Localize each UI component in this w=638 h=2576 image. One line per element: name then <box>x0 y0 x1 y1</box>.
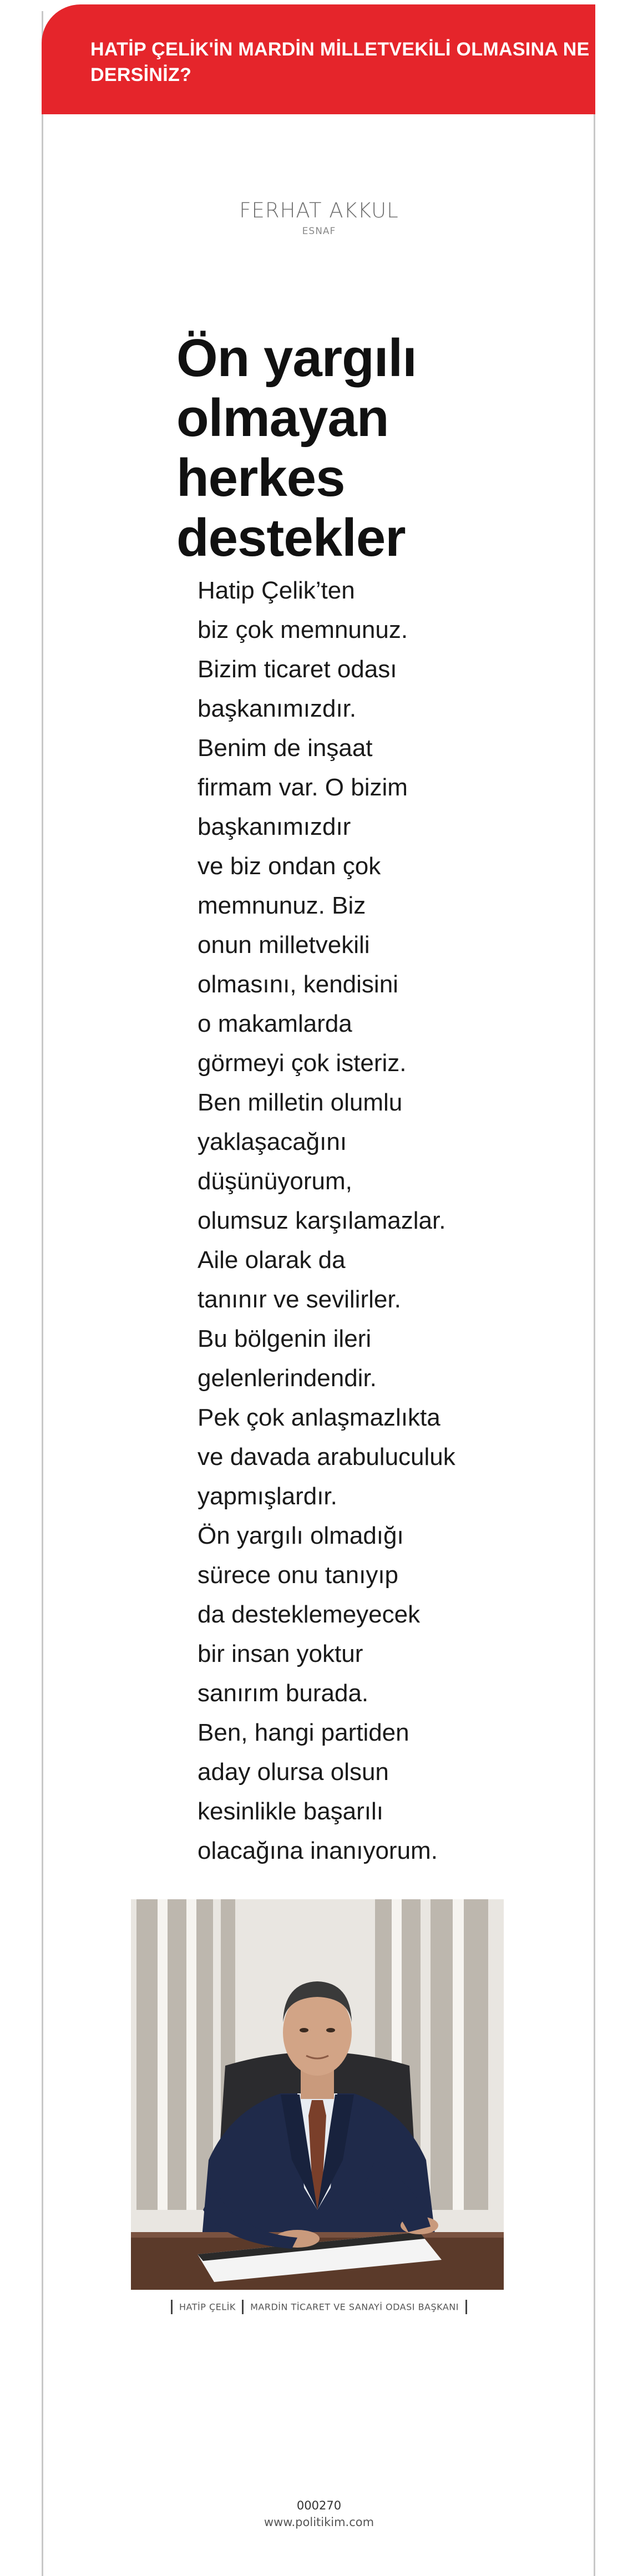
body-line: sürece onu tanıyıp <box>198 1561 399 1589</box>
body-line: Ön yargılı olmadığı <box>198 1522 404 1549</box>
body-line: başkanımızdır. <box>198 695 357 722</box>
body-line: ve biz ondan çok <box>198 853 381 880</box>
body-line: firmam var. O bizim <box>198 774 408 801</box>
body-line: gelenlerindendir. <box>198 1365 377 1392</box>
page-number: 000270 <box>296 2499 342 2512</box>
headline-line: destekler <box>176 508 406 567</box>
body-line: yapmışlardır. <box>198 1483 337 1510</box>
body-line: düşünüyorum, <box>198 1168 352 1195</box>
site-url: www.politikim.com <box>264 2516 374 2529</box>
author-block <box>0 199 638 237</box>
body-line: bir insan yoktur <box>198 1640 363 1667</box>
article-body <box>198 571 541 1870</box>
page-footer <box>0 2497 638 2531</box>
portrait-photo <box>131 1899 504 2290</box>
body-line: onun milletvekili <box>198 931 370 959</box>
body-line: Pek çok anlaşmazlıkta <box>198 1404 440 1431</box>
caption-title: MARDİN TİCARET VE SANAYİ ODASI BAŞKANI <box>250 2301 459 2313</box>
header-banner <box>42 4 595 114</box>
caption-separator <box>465 2300 467 2314</box>
body-line: Ben, hangi partiden <box>198 1719 409 1746</box>
caption-separator <box>171 2300 173 2314</box>
body-line: yaklaşacağını <box>198 1128 347 1155</box>
body-line: sanırım burada. <box>198 1680 369 1707</box>
caption-name: HATİP ÇELİK <box>179 2301 236 2313</box>
body-line: olumsuz karşılamazlar. <box>198 1207 446 1234</box>
banner-title: HATİP ÇELİK'İN MARDİN MİLLETVEKİLİ OLMASINA NE DERSİNİZ? <box>90 39 590 85</box>
photo-caption <box>0 2300 638 2314</box>
body-line: görmeyi çok isteriz. <box>198 1049 407 1077</box>
body-line: memnunuz. Biz <box>198 892 366 919</box>
caption-separator <box>242 2300 244 2314</box>
body-line: Aile olarak da <box>198 1246 346 1274</box>
body-line: Bu bölgenin ileri <box>198 1325 372 1352</box>
body-line: ve davada arabuluculuk <box>198 1443 455 1470</box>
body-line: Hatip Çelik’ten <box>198 577 355 604</box>
body-line: Ben milletin olumlu <box>198 1089 403 1116</box>
body-line: biz çok memnunuz. <box>198 616 408 643</box>
body-line: olacağına inanıyorum. <box>198 1837 438 1864</box>
body-line: tanınır ve sevilirler. <box>198 1286 401 1313</box>
body-line: Bizim ticaret odası <box>198 656 397 683</box>
body-line: kesinlikle başarılı <box>198 1798 384 1825</box>
headline-line: Ön yargılı <box>176 328 417 388</box>
body-line: da desteklemeyecek <box>198 1601 421 1628</box>
body-line: aday olursa olsun <box>198 1758 389 1786</box>
article-headline <box>176 328 487 568</box>
headline-line: herkes <box>176 448 345 508</box>
author-role: ESNAF <box>302 226 336 237</box>
body-line: başkanımızdır <box>198 813 351 840</box>
author-name: FERHAT AKKUL <box>239 199 399 222</box>
headline-line: olmayan <box>176 388 389 448</box>
body-line: olmasını, kendisini <box>198 971 398 998</box>
body-line: Benim de inşaat <box>198 734 373 762</box>
body-line: o makamlarda <box>198 1010 352 1037</box>
